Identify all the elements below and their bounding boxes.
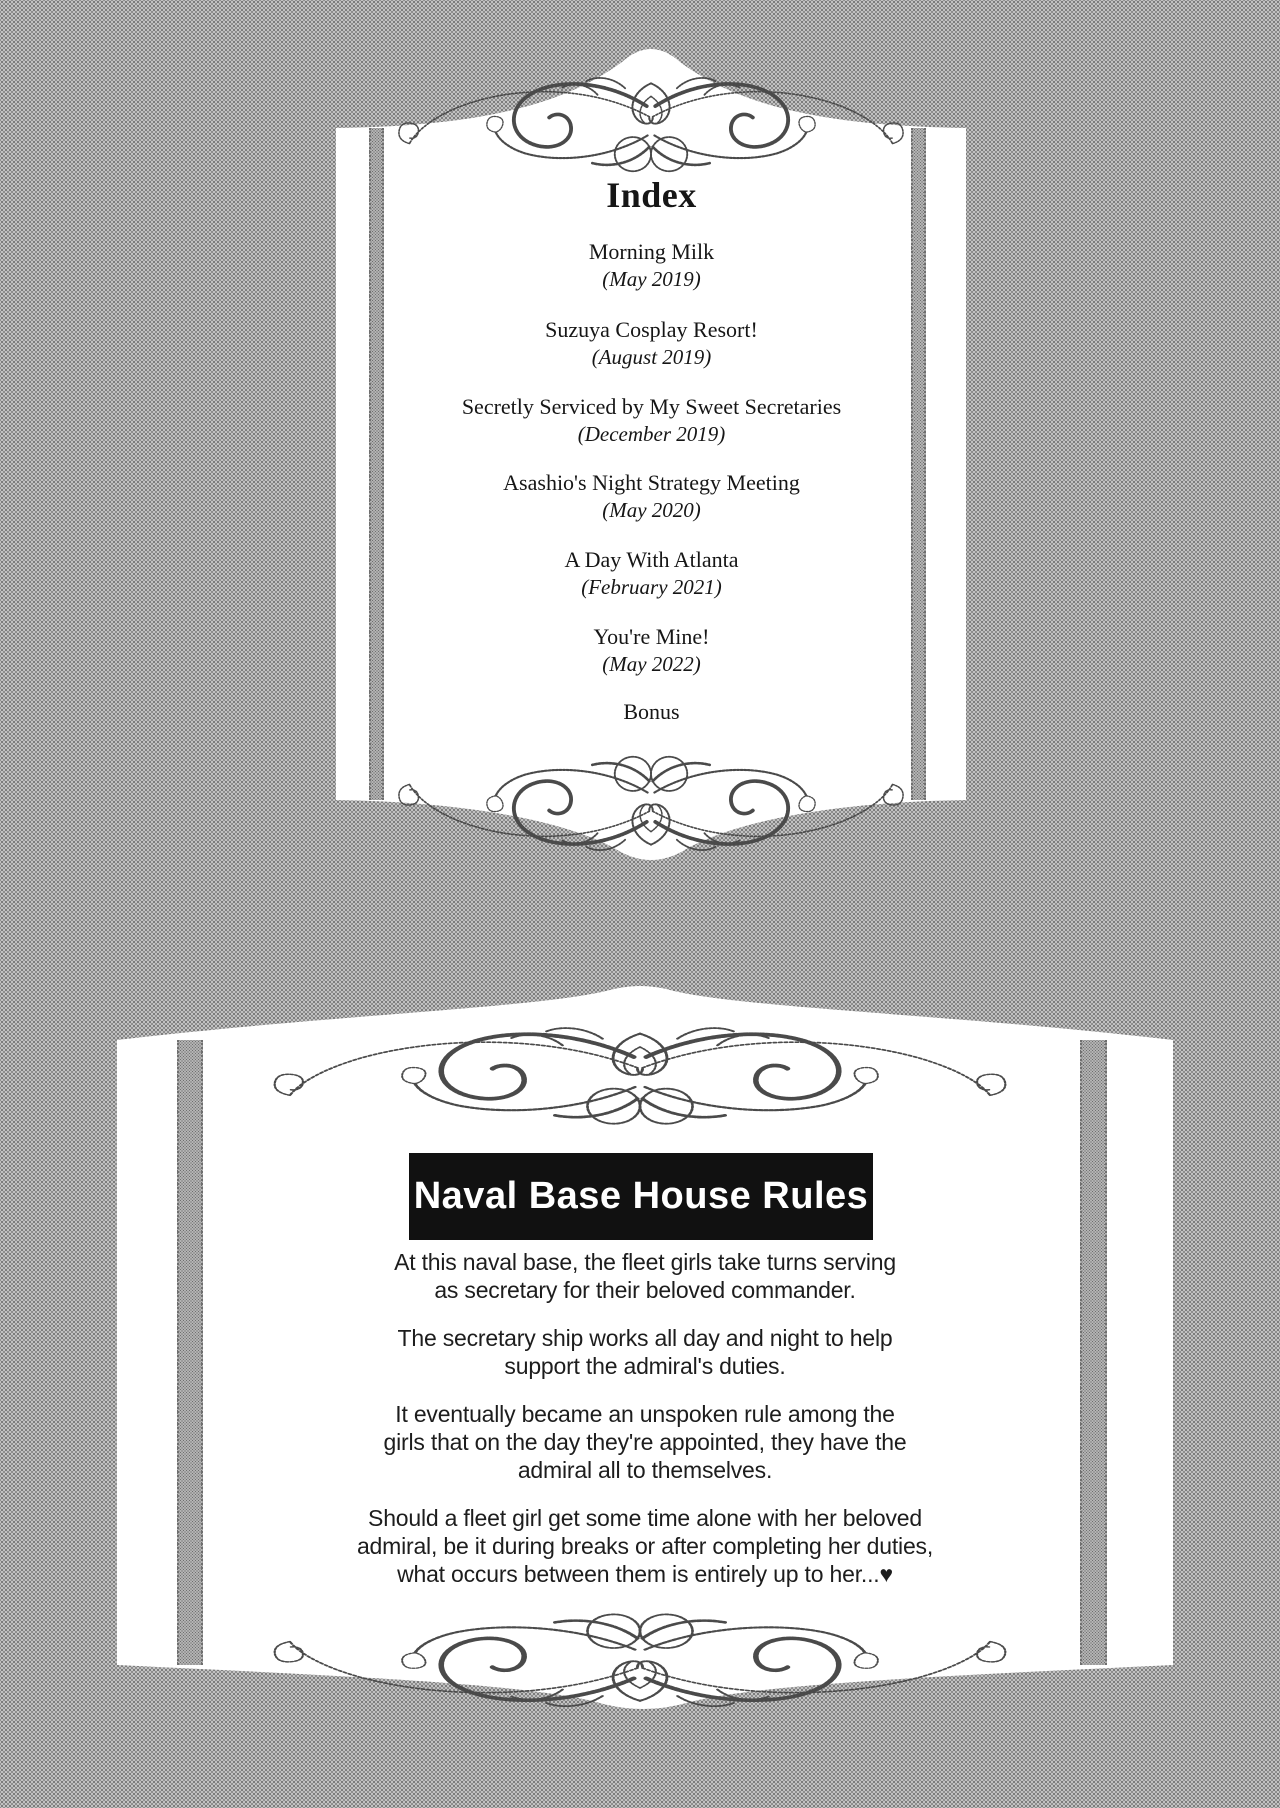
index-entry (336, 623, 967, 677)
rules-line: support the admiral's duties. (504, 1353, 786, 1379)
rules-line: admiral all to themselves. (517, 1457, 773, 1483)
index-entry-date: (February 2021) (581, 575, 722, 599)
index-entry (336, 393, 967, 447)
index-entry-title: A Day With Atlanta (564, 547, 739, 572)
rules-line: Should a fleet girl get some time alone with her beloved (368, 1505, 922, 1531)
index-entry-date: (May 2020) (602, 498, 701, 522)
rules-line: The secretary ship works all day and night to help (397, 1325, 893, 1351)
index-entry-date: (May 2019) (602, 267, 701, 291)
index-entry-date: (December 2019) (577, 422, 726, 446)
rules-line: girls that on the day they're appointed, they have the (383, 1429, 907, 1455)
index-entry-date: (August 2019) (591, 345, 712, 369)
index-title: Index (606, 175, 697, 215)
index-entry-title: You're Mine! (593, 624, 710, 649)
rules-line: admiral, be it during breaks or after completing her duties, (356, 1533, 934, 1559)
index-entry (336, 546, 967, 600)
index-entry (336, 316, 967, 370)
rules-paragraph (117, 1324, 1173, 1380)
index-entry-title: Secretly Serviced by My Sweet Secretaries (461, 394, 842, 419)
index-bonus-entry: Bonus (623, 699, 680, 724)
index-entry-date: (May 2022) (602, 652, 701, 676)
rules-line: what occurs between them is entirely up to her...♥ (397, 1561, 893, 1587)
index-entry (336, 238, 967, 292)
rules-paragraph (117, 1504, 1173, 1588)
rules-paragraph (117, 1248, 1173, 1304)
index-entry-title: Asashio's Night Strategy Meeting (503, 470, 800, 495)
rules-title-box (409, 1153, 873, 1240)
index-entry (336, 469, 967, 523)
rules-line: At this naval base, the fleet girls take turns serving (394, 1249, 896, 1275)
rules-line: as secretary for their beloved commander. (434, 1277, 856, 1303)
index-entry-title: Morning Milk (588, 239, 715, 264)
rules-line: It eventually became an unspoken rule among the (395, 1401, 895, 1427)
rules-paragraph (117, 1400, 1173, 1484)
index-entry-title: Suzuya Cosplay Resort! (545, 317, 758, 342)
rules-title: Naval Base House Rules (413, 1175, 869, 1217)
